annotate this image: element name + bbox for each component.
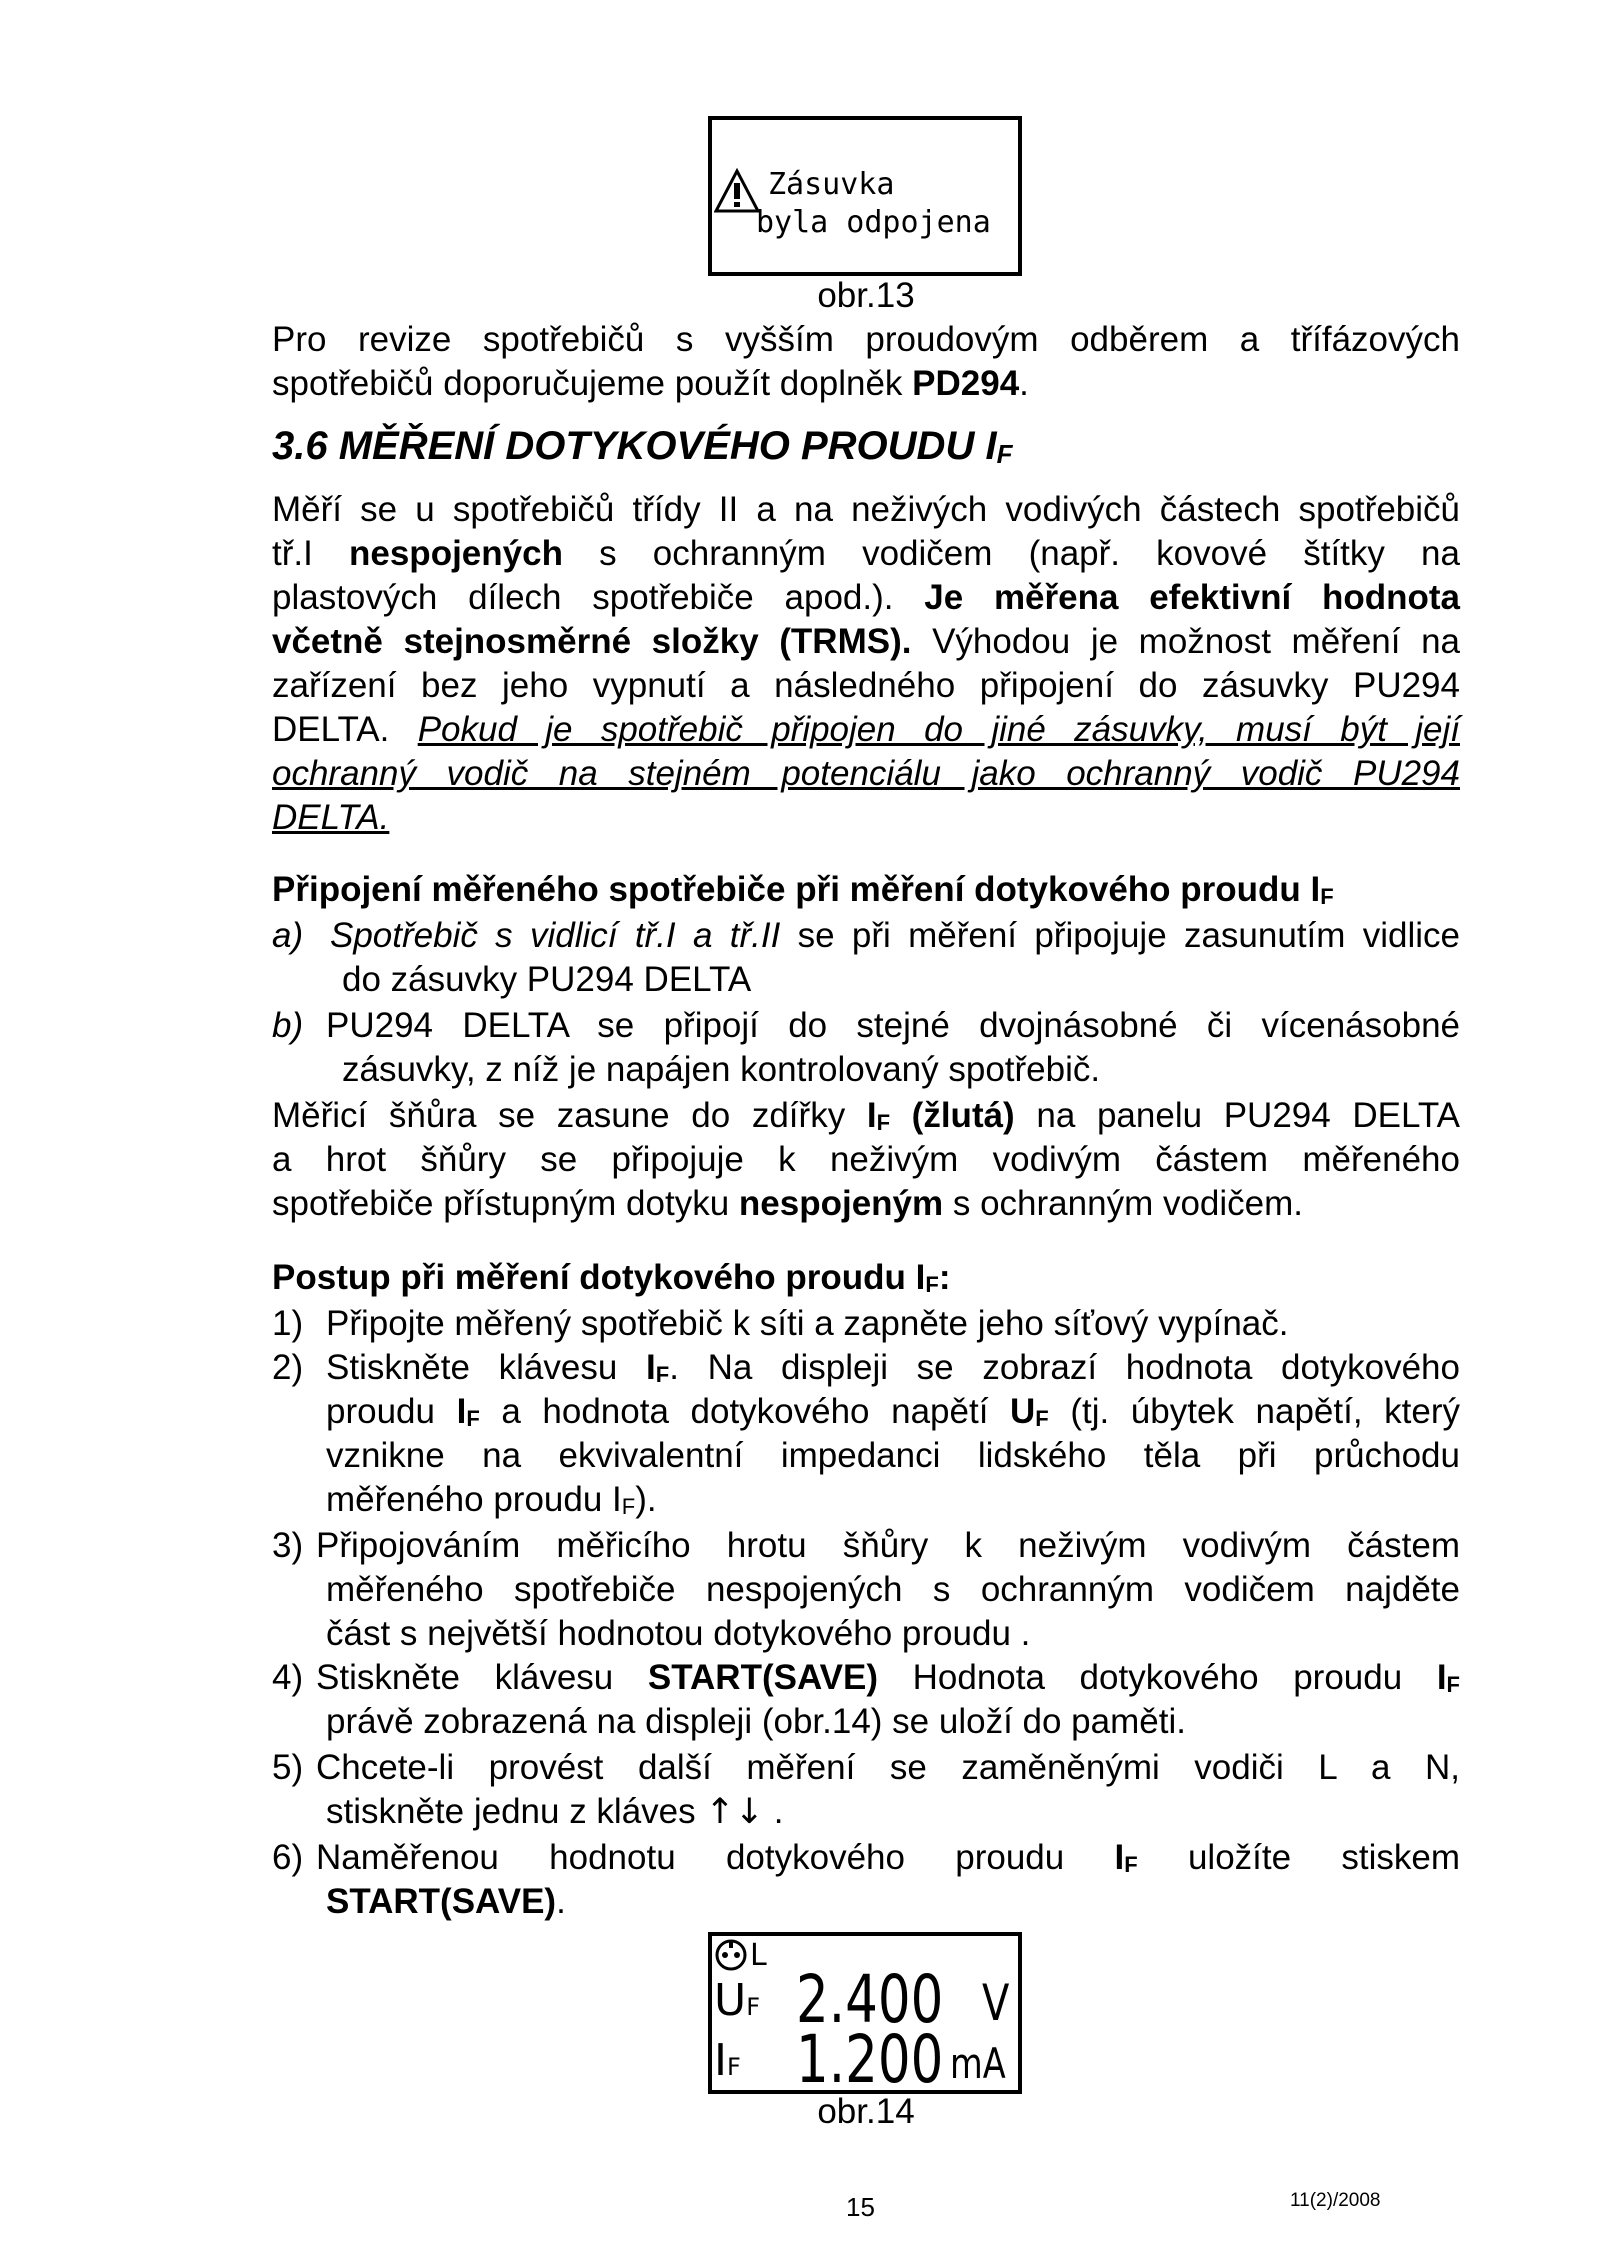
plug-socket-icon <box>714 1938 748 1972</box>
step-2-line-4: měřeného proudu $I_F$). <box>326 1480 657 1519</box>
lcd-display-fig14 <box>708 1932 1022 2098</box>
connection-a-cont: do zásuvky PU294 DELTA <box>342 960 752 999</box>
step-3-line-2: měřeného spotřebiče nespojených s ochranným vodičem najděte <box>326 1570 1460 1609</box>
footer-date: 11(2)/2008 <box>1290 2190 1381 2211</box>
figure-caption-14: obr.14 <box>817 2092 915 2131</box>
step-3-line-1: Připojováním měřicího hrotu šňůry k neživým vodivým částem <box>316 1526 1460 1565</box>
step-4-line-2: právě zobrazená na displeji (obr.14) se uloží do paměti. <box>326 1702 1186 1741</box>
connection-a-text: Spotřebič s vidlicí tř.I a tř.II se při měření připojuje zasunutím vidlice <box>330 916 1461 955</box>
step-6-line-1: Naměřenou hodnotu dotykového proudu $I_F$ uložíte stiskem <box>316 1838 1460 1877</box>
intro-line-2: spotřebičů doporučujeme použít doplněk PD294. <box>272 364 1029 403</box>
lcd-line-2: byla odpojena <box>756 205 991 240</box>
para1-line-6: DELTA. Pokud je spotřebič připojen do jiné zásuvky, musí být její <box>272 710 1460 749</box>
procedure-heading: Postup při měření dotykového proudu $I_F$: <box>272 1258 951 1297</box>
step-3-line-3: část s největší hodnotou dotykového proudu . <box>326 1614 1031 1653</box>
step-5-label: 5) <box>272 1748 304 1787</box>
para1-line-1: Měří se u spotřebičů třídy II a na neživých vodivých částech spotřebičů <box>272 490 1460 529</box>
para1-line-8: DELTA. <box>272 798 390 837</box>
step-6-line-2: START(SAVE). <box>326 1882 566 1921</box>
para1-line-7: ochranný vodič na stejném potenciálu jako ochranný vodič PU294 <box>272 754 1460 793</box>
para1-line-2: tř.I nespojených s ochranným vodičem (např. kovové štítky na <box>272 534 1460 573</box>
section-title: 3.6 MĚŘENÍ DOTYKOVÉHO PROUDU $I_F$ <box>272 424 1013 469</box>
page-number: 15 <box>846 2192 875 2222</box>
lcd-display-fig13 <box>708 116 1022 276</box>
para1-line-3: plastových dílech spotřebiče apod.). Je měřena efektivní hodnota <box>272 578 1460 617</box>
step-5-line-1: Chcete-li provést další měření se zaměněnými vodiči L a N, <box>316 1748 1460 1787</box>
step-2-line-2: proudu $I_F$ a hodnota dotykového napětí $U_F$ (tj. úbytek napětí, který <box>326 1392 1460 1431</box>
intro-line-1: Pro revize spotřebičů s vyšším proudovým odběrem a třífázových <box>272 320 1460 359</box>
lcd-row2-value: 1.200 <box>796 2021 944 2098</box>
arrow-up-down-icon: ↑↓ <box>705 1792 765 1832</box>
figure-caption-13: obr.13 <box>817 276 915 315</box>
step-5-line-2: stiskněte jednu z kláves ↑↓ . <box>326 1792 784 1832</box>
step-1-text: Připojte měřený spotřebič k síti a zapněte jeho síťový vypínač. <box>326 1304 1289 1343</box>
connection-b-cont: zásuvky, z níž je napájen kontrolovaný spotřebič. <box>342 1050 1101 1089</box>
lcd-row2-label: IF <box>714 2035 741 2086</box>
step-2-label: 2) <box>272 1348 304 1387</box>
lcd-row1-unit: V <box>982 1974 1010 2032</box>
lcd-row1-label: UF <box>714 1975 761 2026</box>
connection-b-label: b) <box>272 1006 304 1045</box>
step-3-label: 3) <box>272 1526 304 1565</box>
connection-heading: Připojení měřeného spotřebiče při měření dotykového proudu $I_F$ <box>272 870 1334 909</box>
lcd-row2-unit: mA <box>950 2039 1006 2088</box>
step-4-label: 4) <box>272 1658 304 1697</box>
step-2-line-3: vznikne na ekvivalentní impedanci lidského těla při průchodu <box>326 1436 1460 1475</box>
connection-b-text: PU294 DELTA se připojí do stejné dvojnásobné či vícenásobné <box>326 1006 1460 1045</box>
lcd-row1-value: 2.400 <box>796 1961 944 2038</box>
step-1-label: 1) <box>272 1304 304 1343</box>
lcd-line-1: Zásuvka <box>768 167 895 202</box>
step-2-line-1: Stiskněte klávesu $I_F$. Na displeji se zobrazí hodnota dotykového <box>326 1348 1460 1387</box>
para1-line-4: včetně stejnosměrné složky (TRMS). Výhodou je možnost měření na <box>272 622 1461 661</box>
connection-c-line-3: spotřebiče přístupným dotyku nespojeným s ochranným vodičem. <box>272 1184 1304 1223</box>
connection-c-line-1: Měřicí šňůra se zasune do zdířky $I_F$ (žlutá) na panelu PU294 DELTA <box>272 1096 1460 1135</box>
para1-line-5: zařízení bez jeho vypnutí a následného připojení do zásuvky PU294 <box>272 666 1460 705</box>
step-6-label: 6) <box>272 1838 304 1877</box>
warning-triangle-icon <box>714 168 760 214</box>
step-4-line-1: Stiskněte klávesu START(SAVE) Hodnota dotykového proudu $I_F$ <box>316 1658 1460 1697</box>
connection-a-label: a) <box>272 916 304 955</box>
connection-c-line-2: a hrot šňůry se připojuje k neživým vodivým částem měřeného <box>272 1140 1460 1179</box>
lcd-mode-label: L <box>750 1938 767 1973</box>
